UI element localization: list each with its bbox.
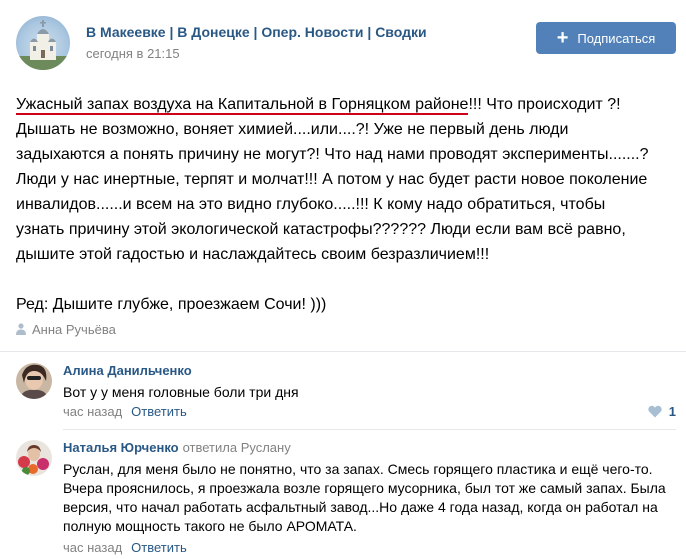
avatar[interactable] (16, 363, 52, 399)
post-line-1 (16, 92, 676, 117)
paragraph-gap (16, 267, 676, 292)
post-header (16, 16, 676, 70)
post-text (16, 92, 676, 317)
comment-author[interactable] (63, 363, 192, 378)
divider (0, 351, 686, 352)
comment-author-name[interactable]: Наталья Юрченко (63, 440, 179, 455)
avatar-photo (16, 440, 52, 476)
post-line-4: Люди у нас инертные, терпят и молчат!!! А потом у нас будет расти новое поколение (16, 171, 648, 188)
comment-text: Руслан, для меня было не понятно, что за запах. Смесь горящего пластика и ещё чего-то. Вчера прояснилось, я проезжала возле горящего мусорника, был тот же самый запах. Была версия, что начал работать асфальтный завод...Но даже 4 года назад, когда он работал на полную мощность такого не было АРОМАТА. (63, 461, 666, 534)
comment-text: Вот у у меня головные боли три дня (63, 384, 299, 400)
reply-button[interactable]: Ответить (131, 404, 187, 419)
avatar-photo (16, 363, 52, 399)
post-line-7: дышите этой гадостью и наслаждайтесь своим безразличием!!! (16, 246, 490, 263)
like-button[interactable] (648, 404, 676, 419)
post-author-name: Анна Ручьёва (32, 321, 116, 337)
divider (63, 429, 676, 430)
plus-icon: + (556, 27, 569, 49)
reply-to-link[interactable]: ответила Руслану (182, 440, 291, 455)
comment (16, 363, 676, 425)
avatar[interactable] (16, 440, 52, 476)
editor-note: Ред: Дышите глубже, проезжаем Сочи! ))) (16, 296, 327, 313)
comment-author-name[interactable]: Алина Данильченко (63, 363, 192, 378)
post-headline: Ужасный запах воздуха на Капитальной в Горняцком районе (16, 96, 469, 113)
post-time[interactable]: сегодня в 21:15 (86, 46, 180, 61)
post-line-3: задыхаются а понять причину не могут?! Что над нами проводят эксперименты.......? (16, 146, 649, 163)
post-line-6: узнать причину этой экологической катастрофы?????? Люди если вам всё равно, (16, 221, 626, 238)
comment (16, 440, 676, 559)
post-line-1-rest: !!! Что происходит ?! (468, 96, 621, 113)
post-line-5: инвалидов......и всем на это видно глубоко.....!!! К кому надо обратиться, чтобы (16, 196, 606, 213)
subscribe-button[interactable] (536, 22, 676, 54)
post-line-2: Дышать не возможно, воняет химией....или....?! Уже не первый день люди (16, 121, 569, 138)
heart-icon (648, 405, 662, 418)
group-name-link[interactable]: В Макеевке | В Донецке | Опер. Новости | Сводки (86, 24, 427, 40)
comment-time[interactable]: час назад (63, 404, 123, 419)
post-author[interactable] (16, 320, 116, 338)
church-image (16, 16, 70, 70)
comment-meta (63, 540, 187, 555)
comment-meta (63, 404, 187, 419)
comment-author (63, 440, 291, 455)
user-icon (16, 323, 26, 335)
subscribe-label: Подписаться (577, 30, 656, 46)
group-avatar[interactable] (16, 16, 70, 70)
like-count: 1 (668, 404, 676, 419)
comment-time[interactable]: час назад (63, 540, 123, 555)
reply-button[interactable]: Ответить (131, 540, 187, 555)
